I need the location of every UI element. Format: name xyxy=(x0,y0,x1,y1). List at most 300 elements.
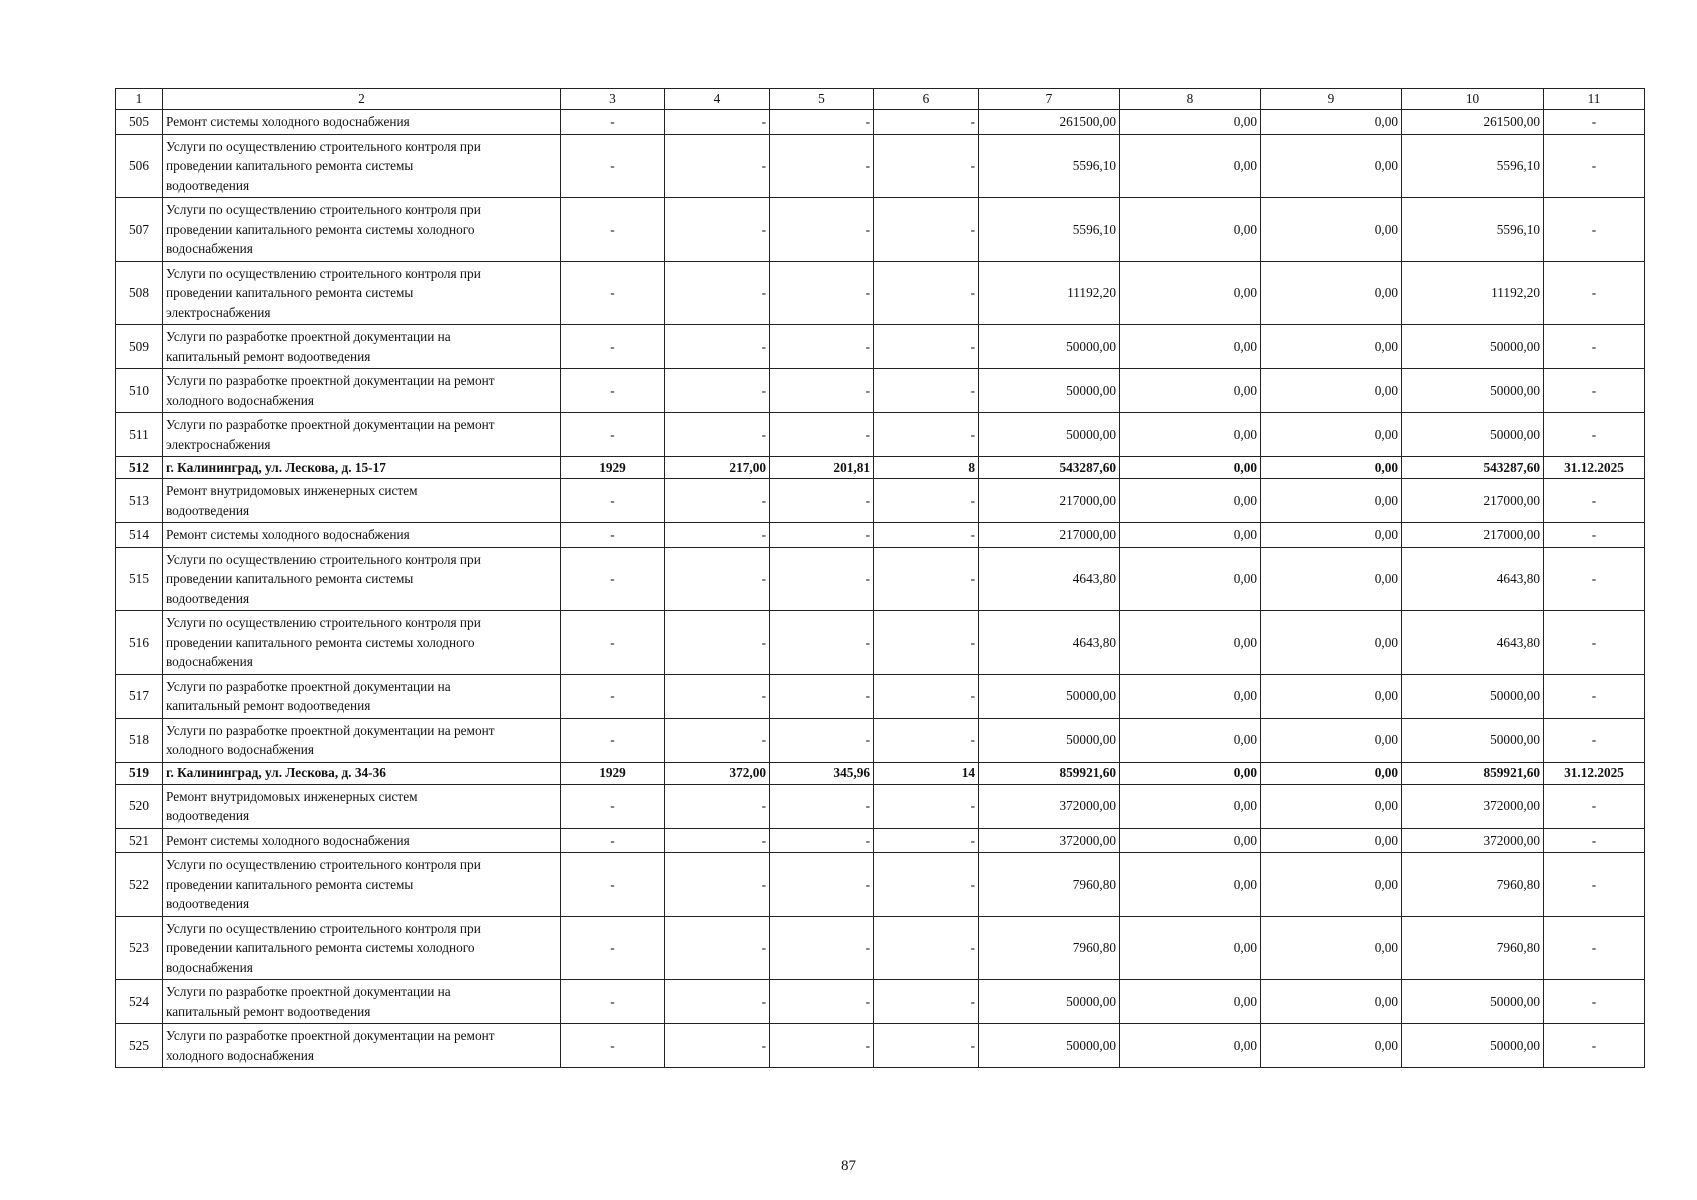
row-number-cell: 514 xyxy=(116,523,163,548)
total-cost-cell: 7960,80 xyxy=(979,853,1120,917)
area-cell: - xyxy=(665,523,770,548)
budget-cell: 0,00 xyxy=(1261,674,1402,718)
residents-cell: - xyxy=(874,134,979,198)
living-area-cell: - xyxy=(770,325,874,369)
description-cell xyxy=(163,916,561,980)
area-cell: - xyxy=(665,479,770,523)
residents-cell: - xyxy=(874,479,979,523)
budget-cell: 0,00 xyxy=(1261,1024,1402,1068)
fund-cell: 0,00 xyxy=(1120,134,1261,198)
living-area-cell: - xyxy=(770,611,874,675)
budget-cell: 0,00 xyxy=(1261,762,1402,784)
total-cost-cell: 217000,00 xyxy=(979,523,1120,548)
description-cell xyxy=(163,853,561,917)
description-cell xyxy=(163,674,561,718)
year-cell: - xyxy=(561,134,665,198)
work-item-row xyxy=(116,413,1645,457)
area-cell: - xyxy=(665,198,770,262)
completion-date-cell: - xyxy=(1544,479,1645,523)
description-line: Услуги по осуществлению строительного контроля при xyxy=(166,920,481,936)
header-cell: 6 xyxy=(874,89,979,110)
living-area-cell: 345,96 xyxy=(770,762,874,784)
description-line: холодного водоснабжения xyxy=(166,392,314,408)
budget-cell: 0,00 xyxy=(1261,134,1402,198)
description-cell xyxy=(163,261,561,325)
area-cell: - xyxy=(665,547,770,611)
header-cell: 10 xyxy=(1402,89,1544,110)
year-cell: - xyxy=(561,718,665,762)
work-item-row xyxy=(116,369,1645,413)
description-cell xyxy=(163,980,561,1024)
residents-cell: - xyxy=(874,611,979,675)
year-cell: - xyxy=(561,980,665,1024)
description-line: капитальный ремонт водоотведения xyxy=(166,348,371,364)
year-cell: - xyxy=(561,325,665,369)
total-cost-cell: 50000,00 xyxy=(979,980,1120,1024)
budget-cell: 0,00 xyxy=(1261,457,1402,479)
header-cell: 2 xyxy=(163,89,561,110)
area-cell: - xyxy=(665,369,770,413)
owners-funds-cell: 372000,00 xyxy=(1402,784,1544,828)
row-number-cell: 511 xyxy=(116,413,163,457)
budget-cell: 0,00 xyxy=(1261,413,1402,457)
fund-cell: 0,00 xyxy=(1120,980,1261,1024)
completion-date-cell: - xyxy=(1544,198,1645,262)
completion-date-cell: - xyxy=(1544,523,1645,548)
owners-funds-cell: 7960,80 xyxy=(1402,853,1544,917)
row-number-cell: 520 xyxy=(116,784,163,828)
residents-cell: - xyxy=(874,547,979,611)
row-number-cell: 512 xyxy=(116,457,163,479)
total-cost-cell: 859921,60 xyxy=(979,762,1120,784)
header-cell: 11 xyxy=(1544,89,1645,110)
budget-cell: 0,00 xyxy=(1261,718,1402,762)
header-cell: 4 xyxy=(665,89,770,110)
year-cell: - xyxy=(561,547,665,611)
work-item-row xyxy=(116,261,1645,325)
area-cell: 217,00 xyxy=(665,457,770,479)
owners-funds-cell: 543287,60 xyxy=(1402,457,1544,479)
description-line: проведении капитального ремонта системы xyxy=(166,285,414,300)
year-cell: - xyxy=(561,261,665,325)
area-cell: - xyxy=(665,784,770,828)
residents-cell: 14 xyxy=(874,762,979,784)
description-line: проведении капитального ремонта системы xyxy=(166,876,414,892)
description-cell xyxy=(163,369,561,413)
description-line: проведении капитального ремонта системы xyxy=(166,158,414,173)
budget-cell: 0,00 xyxy=(1261,523,1402,548)
area-cell: - xyxy=(665,853,770,917)
header-cell: 7 xyxy=(979,89,1120,110)
owners-funds-cell: 217000,00 xyxy=(1402,479,1544,523)
budget-cell: 0,00 xyxy=(1261,198,1402,262)
completion-date-cell: - xyxy=(1544,134,1645,198)
owners-funds-cell: 11192,20 xyxy=(1402,261,1544,325)
area-cell: 372,00 xyxy=(665,762,770,784)
description-line: Ремонт внутридомовых инженерных систем xyxy=(166,788,418,804)
year-cell: - xyxy=(561,413,665,457)
year-cell: - xyxy=(561,784,665,828)
work-item-row xyxy=(116,718,1645,762)
fund-cell: 0,00 xyxy=(1120,611,1261,675)
description-line: водоотведения xyxy=(166,502,250,518)
work-item-row xyxy=(116,110,1645,135)
header-cell: 5 xyxy=(770,89,874,110)
area-cell: - xyxy=(665,916,770,980)
row-number-cell: 523 xyxy=(116,916,163,980)
total-cost-cell: 5596,10 xyxy=(979,134,1120,198)
owners-funds-cell: 4643,80 xyxy=(1402,611,1544,675)
year-cell: - xyxy=(561,523,665,548)
description-line: проведении капитального ремонта системы холодного xyxy=(166,634,475,650)
budget-cell: 0,00 xyxy=(1261,784,1402,828)
residents-cell: - xyxy=(874,523,979,548)
residents-cell: 8 xyxy=(874,457,979,479)
row-number-cell: 505 xyxy=(116,110,163,135)
area-cell: - xyxy=(665,110,770,135)
work-item-row xyxy=(116,828,1645,853)
living-area-cell: - xyxy=(770,784,874,828)
description-cell xyxy=(163,479,561,523)
area-cell: - xyxy=(665,261,770,325)
row-number-cell: 513 xyxy=(116,479,163,523)
description-line: Услуги по осуществлению строительного контроля при xyxy=(166,857,481,872)
residents-cell: - xyxy=(874,980,979,1024)
fund-cell: 0,00 xyxy=(1120,110,1261,135)
total-cost-cell: 5596,10 xyxy=(979,198,1120,262)
header-cell: 8 xyxy=(1120,89,1261,110)
fund-cell: 0,00 xyxy=(1120,413,1261,457)
completion-date-cell: - xyxy=(1544,718,1645,762)
total-cost-cell: 11192,20 xyxy=(979,261,1120,325)
completion-date-cell: - xyxy=(1544,784,1645,828)
row-number-cell: 507 xyxy=(116,198,163,262)
total-cost-cell: 4643,80 xyxy=(979,611,1120,675)
completion-date-cell: - xyxy=(1544,369,1645,413)
row-number-cell: 509 xyxy=(116,325,163,369)
address-row xyxy=(116,762,1645,784)
owners-funds-cell: 50000,00 xyxy=(1402,980,1544,1024)
description-cell xyxy=(163,413,561,457)
total-cost-cell: 4643,80 xyxy=(979,547,1120,611)
description-line: Услуги по разработке проектной документации на ремонт xyxy=(166,373,495,388)
living-area-cell: - xyxy=(770,369,874,413)
work-item-row xyxy=(116,134,1645,198)
work-item-row xyxy=(116,325,1645,369)
owners-funds-cell: 50000,00 xyxy=(1402,413,1544,457)
fund-cell: 0,00 xyxy=(1120,916,1261,980)
description-line: водоотведения xyxy=(166,177,250,193)
living-area-cell: - xyxy=(770,980,874,1024)
fund-cell: 0,00 xyxy=(1120,784,1261,828)
description-line: Услуги по осуществлению строительного контроля при xyxy=(166,202,481,217)
year-cell: - xyxy=(561,853,665,917)
fund-cell: 0,00 xyxy=(1120,674,1261,718)
description-line: Услуги по осуществлению строительного контроля при xyxy=(166,615,481,630)
residents-cell: - xyxy=(874,325,979,369)
owners-funds-cell: 50000,00 xyxy=(1402,674,1544,718)
living-area-cell: - xyxy=(770,547,874,611)
owners-funds-cell: 5596,10 xyxy=(1402,134,1544,198)
fund-cell: 0,00 xyxy=(1120,325,1261,369)
description-cell xyxy=(163,325,561,369)
owners-funds-cell: 50000,00 xyxy=(1402,718,1544,762)
row-number-cell: 522 xyxy=(116,853,163,917)
total-cost-cell: 217000,00 xyxy=(979,479,1120,523)
work-item-row xyxy=(116,547,1645,611)
description-cell xyxy=(163,523,561,548)
owners-funds-cell: 217000,00 xyxy=(1402,523,1544,548)
description-line: Услуги по осуществлению строительного контроля при xyxy=(166,138,481,154)
row-number-cell: 518 xyxy=(116,718,163,762)
row-number-cell: 508 xyxy=(116,261,163,325)
work-item-row xyxy=(116,916,1645,980)
description-line: электроснабжения xyxy=(166,304,271,320)
row-number-cell: 519 xyxy=(116,762,163,784)
living-area-cell: - xyxy=(770,134,874,198)
living-area-cell: - xyxy=(770,916,874,980)
area-cell: - xyxy=(665,325,770,369)
row-number-cell: 521 xyxy=(116,828,163,853)
year-cell: 1929 xyxy=(561,457,665,479)
row-number-cell: 506 xyxy=(116,134,163,198)
fund-cell: 0,00 xyxy=(1120,718,1261,762)
owners-funds-cell: 7960,80 xyxy=(1402,916,1544,980)
work-item-row xyxy=(116,853,1645,917)
description-line: Услуги по разработке проектной документации на xyxy=(166,678,451,694)
budget-cell: 0,00 xyxy=(1261,369,1402,413)
header-cell: 3 xyxy=(561,89,665,110)
fund-cell: 0,00 xyxy=(1120,198,1261,262)
description-line: водоотведения xyxy=(166,896,250,911)
description-line: Ремонт системы холодного водоснабжения xyxy=(166,832,410,848)
description-cell xyxy=(163,762,561,784)
budget-cell: 0,00 xyxy=(1261,611,1402,675)
description-line: проведении капитального ремонта системы xyxy=(166,571,414,586)
work-item-row xyxy=(116,198,1645,262)
area-cell: - xyxy=(665,1024,770,1068)
description-cell xyxy=(163,134,561,198)
row-number-cell: 516 xyxy=(116,611,163,675)
fund-cell: 0,00 xyxy=(1120,369,1261,413)
area-cell: - xyxy=(665,980,770,1024)
description-line: водоотведения xyxy=(166,590,250,606)
total-cost-cell: 50000,00 xyxy=(979,674,1120,718)
owners-funds-cell: 50000,00 xyxy=(1402,1024,1544,1068)
budget-cell: 0,00 xyxy=(1261,261,1402,325)
living-area-cell: - xyxy=(770,523,874,548)
total-cost-cell: 7960,80 xyxy=(979,916,1120,980)
description-line: Ремонт системы холодного водоснабжения xyxy=(166,114,410,129)
owners-funds-cell: 5596,10 xyxy=(1402,198,1544,262)
residents-cell: - xyxy=(874,413,979,457)
description-cell xyxy=(163,547,561,611)
budget-cell: 0,00 xyxy=(1261,916,1402,980)
budget-cell: 0,00 xyxy=(1261,325,1402,369)
completion-date-cell: - xyxy=(1544,674,1645,718)
description-line: холодного водоснабжения xyxy=(166,1047,314,1063)
description-line: капитальный ремонт водоотведения xyxy=(166,698,371,713)
completion-date-cell: - xyxy=(1544,325,1645,369)
completion-date-cell: - xyxy=(1544,261,1645,325)
year-cell: - xyxy=(561,828,665,853)
work-item-row xyxy=(116,611,1645,675)
fund-cell: 0,00 xyxy=(1120,457,1261,479)
header-cell: 9 xyxy=(1261,89,1402,110)
row-number-cell: 510 xyxy=(116,369,163,413)
budget-cell: 0,00 xyxy=(1261,110,1402,135)
residents-cell: - xyxy=(874,674,979,718)
work-item-row xyxy=(116,479,1645,523)
year-cell: - xyxy=(561,916,665,980)
year-cell: 1929 xyxy=(561,762,665,784)
page-number: 87 xyxy=(841,1158,856,1174)
description-cell xyxy=(163,784,561,828)
residents-cell: - xyxy=(874,110,979,135)
owners-funds-cell: 50000,00 xyxy=(1402,369,1544,413)
budget-cell: 0,00 xyxy=(1261,853,1402,917)
owners-funds-cell: 372000,00 xyxy=(1402,828,1544,853)
description-line: Услуги по разработке проектной документации на ремонт xyxy=(166,722,495,738)
description-line: Услуги по осуществлению строительного контроля при xyxy=(166,551,481,567)
living-area-cell: 201,81 xyxy=(770,457,874,479)
total-cost-cell: 261500,00 xyxy=(979,110,1120,135)
description-line: Услуги по осуществлению строительного контроля при xyxy=(166,265,481,281)
description-line: проведении капитального ремонта системы холодного xyxy=(166,940,475,955)
fund-cell: 0,00 xyxy=(1120,853,1261,917)
row-number-cell: 524 xyxy=(116,980,163,1024)
year-cell: - xyxy=(561,611,665,675)
description-line: Услуги по разработке проектной документации на xyxy=(166,329,451,344)
completion-date-cell: - xyxy=(1544,413,1645,457)
residents-cell: - xyxy=(874,784,979,828)
fund-cell: 0,00 xyxy=(1120,1024,1261,1068)
completion-date-cell: - xyxy=(1544,828,1645,853)
fund-cell: 0,00 xyxy=(1120,828,1261,853)
description-cell xyxy=(163,198,561,262)
address-row xyxy=(116,457,1645,479)
work-item-row xyxy=(116,523,1645,548)
description-line: капитальный ремонт водоотведения xyxy=(166,1003,371,1019)
completion-date-cell: - xyxy=(1544,980,1645,1024)
year-cell: - xyxy=(561,369,665,413)
capital-repair-table xyxy=(115,88,1645,1068)
description-line: холодного водоснабжения xyxy=(166,742,314,757)
description-line: Ремонт системы холодного водоснабжения xyxy=(166,527,410,542)
owners-funds-cell: 859921,60 xyxy=(1402,762,1544,784)
owners-funds-cell: 261500,00 xyxy=(1402,110,1544,135)
description-line: водоснабжения xyxy=(166,959,253,975)
column-number-header xyxy=(116,89,1645,110)
living-area-cell: - xyxy=(770,198,874,262)
total-cost-cell: 50000,00 xyxy=(979,1024,1120,1068)
completion-date-cell: 31.12.2025 xyxy=(1544,762,1645,784)
year-cell: - xyxy=(561,1024,665,1068)
description-line: электроснабжения xyxy=(166,436,271,452)
residents-cell: - xyxy=(874,916,979,980)
living-area-cell: - xyxy=(770,479,874,523)
description-cell xyxy=(163,110,561,135)
living-area-cell: - xyxy=(770,853,874,917)
description-cell xyxy=(163,457,561,479)
residents-cell: - xyxy=(874,718,979,762)
fund-cell: 0,00 xyxy=(1120,479,1261,523)
table-body xyxy=(116,89,1645,1068)
row-number-cell: 517 xyxy=(116,674,163,718)
description-line: г. Калининград, ул. Лескова, д. 15-17 xyxy=(166,459,386,475)
description-line: водоотведения xyxy=(166,808,250,823)
area-cell: - xyxy=(665,134,770,198)
row-number-cell: 525 xyxy=(116,1024,163,1068)
fund-cell: 0,00 xyxy=(1120,523,1261,548)
residents-cell: - xyxy=(874,828,979,853)
description-line: Услуги по разработке проектной документации на ремонт xyxy=(166,1028,495,1043)
area-cell: - xyxy=(665,413,770,457)
year-cell: - xyxy=(561,479,665,523)
description-line: Ремонт внутридомовых инженерных систем xyxy=(166,483,418,498)
description-cell xyxy=(163,828,561,853)
total-cost-cell: 50000,00 xyxy=(979,413,1120,457)
residents-cell: - xyxy=(874,853,979,917)
budget-cell: 0,00 xyxy=(1261,828,1402,853)
row-number-cell: 515 xyxy=(116,547,163,611)
living-area-cell: - xyxy=(770,1024,874,1068)
living-area-cell: - xyxy=(770,828,874,853)
residents-cell: - xyxy=(874,369,979,413)
description-line: водоснабжения xyxy=(166,241,253,256)
description-cell xyxy=(163,718,561,762)
description-line: Услуги по разработке проектной документации на ремонт xyxy=(166,417,495,432)
work-item-row xyxy=(116,784,1645,828)
total-cost-cell: 372000,00 xyxy=(979,784,1120,828)
budget-cell: 0,00 xyxy=(1261,479,1402,523)
living-area-cell: - xyxy=(770,718,874,762)
fund-cell: 0,00 xyxy=(1120,261,1261,325)
completion-date-cell: - xyxy=(1544,110,1645,135)
area-cell: - xyxy=(665,828,770,853)
work-item-row xyxy=(116,1024,1645,1068)
completion-date-cell: 31.12.2025 xyxy=(1544,457,1645,479)
residents-cell: - xyxy=(874,261,979,325)
living-area-cell: - xyxy=(770,261,874,325)
residents-cell: - xyxy=(874,1024,979,1068)
description-cell xyxy=(163,611,561,675)
budget-cell: 0,00 xyxy=(1261,980,1402,1024)
completion-date-cell: - xyxy=(1544,853,1645,917)
total-cost-cell: 50000,00 xyxy=(979,718,1120,762)
living-area-cell: - xyxy=(770,110,874,135)
fund-cell: 0,00 xyxy=(1120,762,1261,784)
total-cost-cell: 543287,60 xyxy=(979,457,1120,479)
header-cell: 1 xyxy=(116,89,163,110)
completion-date-cell: - xyxy=(1544,916,1645,980)
completion-date-cell: - xyxy=(1544,547,1645,611)
description-line: Услуги по разработке проектной документации на xyxy=(166,984,451,999)
fund-cell: 0,00 xyxy=(1120,547,1261,611)
year-cell: - xyxy=(561,110,665,135)
living-area-cell: - xyxy=(770,413,874,457)
living-area-cell: - xyxy=(770,674,874,718)
owners-funds-cell: 50000,00 xyxy=(1402,325,1544,369)
work-item-row xyxy=(116,674,1645,718)
year-cell: - xyxy=(561,198,665,262)
work-item-row xyxy=(116,980,1645,1024)
completion-date-cell: - xyxy=(1544,611,1645,675)
budget-cell: 0,00 xyxy=(1261,547,1402,611)
owners-funds-cell: 4643,80 xyxy=(1402,547,1544,611)
description-line: водоснабжения xyxy=(166,654,253,669)
residents-cell: - xyxy=(874,198,979,262)
